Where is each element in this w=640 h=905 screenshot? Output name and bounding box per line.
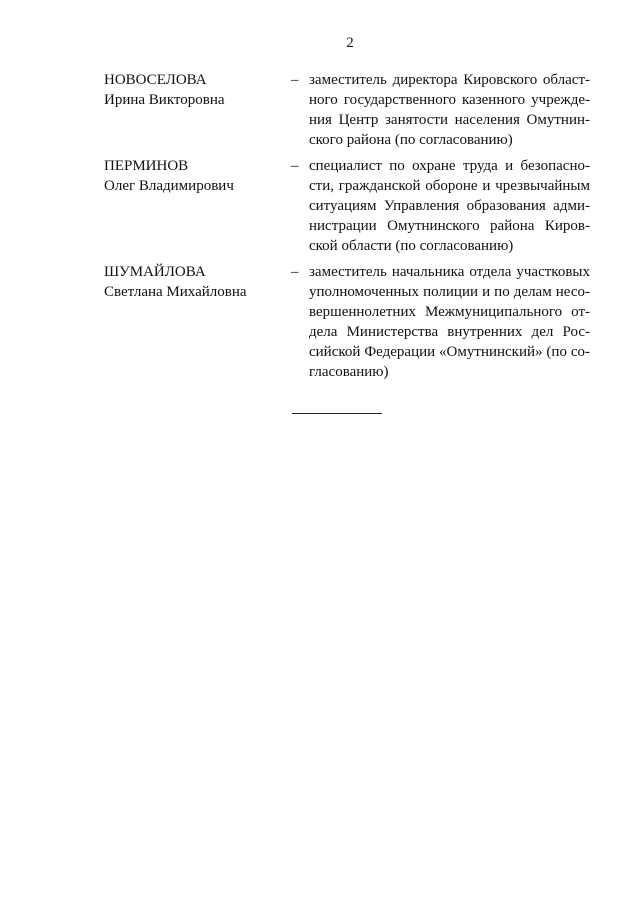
- member-given-names: Светлана Михайловна: [104, 284, 247, 300]
- position-line: заместитель директора Кировского област-: [309, 72, 590, 88]
- position-line: гласованию): [309, 364, 389, 380]
- position-line: вершеннолетних Межмуниципального от-: [309, 304, 590, 320]
- member-position: [309, 70, 590, 150]
- position-line: ного государственного казенного учрежде-: [309, 92, 590, 108]
- member-surname: НОВОСЕЛОВА: [104, 72, 207, 88]
- position-line: ского района (по согласованию): [309, 132, 513, 148]
- member-surname: ПЕРМИНОВ: [104, 158, 189, 174]
- member-position: [309, 156, 590, 256]
- position-line: ния Центр занятости населения Омутнин-: [309, 112, 590, 128]
- member-name: [104, 262, 279, 302]
- member-dash: –: [291, 72, 299, 88]
- position-line: дела Министерства внутренних дел Рос-: [309, 324, 590, 340]
- position-line: нистрации Омутнинского района Киров-: [309, 218, 590, 234]
- position-line: сийской Федерации «Омутнинский» (по со-: [309, 344, 590, 360]
- member-name: [104, 156, 279, 196]
- position-line: уполномоченных полиции и по делам несо-: [309, 284, 590, 300]
- position-line: ской области (по согласованию): [309, 238, 514, 254]
- position-line: сти, гражданской обороне и чрезвычайным: [309, 178, 590, 194]
- position-line: ситуациям Управления образования адми-: [309, 198, 590, 214]
- member-given-names: Ирина Викторовна: [104, 92, 225, 108]
- member-position: [309, 262, 590, 382]
- page-number: 2: [346, 35, 354, 51]
- member-dash: –: [291, 264, 299, 280]
- position-line: специалист по охране труда и безопасно-: [309, 158, 590, 174]
- member-given-names: Олег Владимирович: [104, 178, 234, 194]
- member-dash: –: [291, 158, 299, 174]
- position-line: заместитель начальника отдела участковых: [309, 264, 590, 280]
- member-surname: ШУМАЙЛОВА: [104, 264, 206, 280]
- member-name: [104, 70, 279, 110]
- end-divider-line: [292, 413, 382, 414]
